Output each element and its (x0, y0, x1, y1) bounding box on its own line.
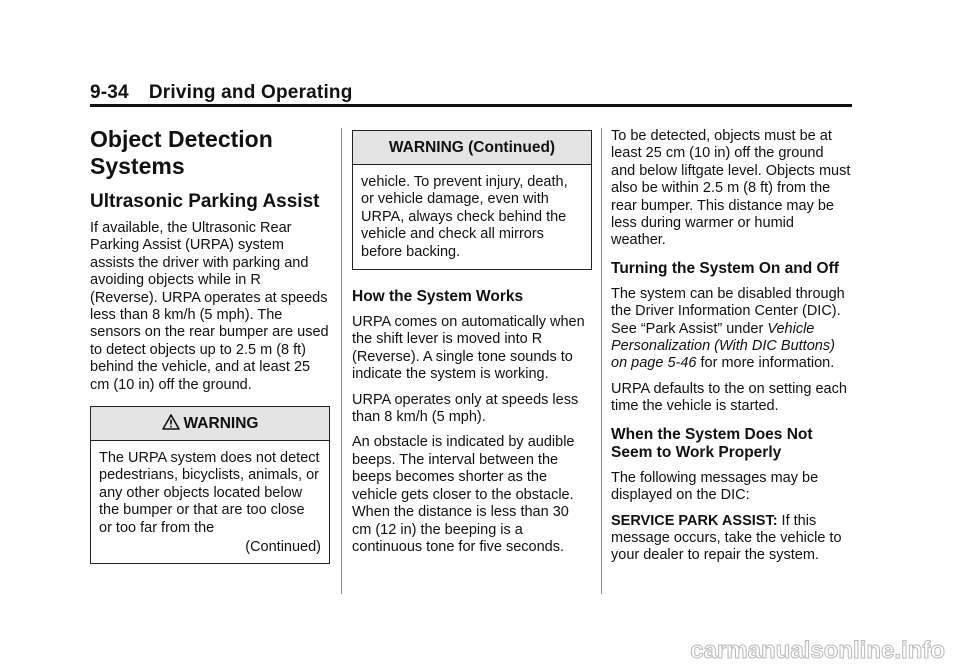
section-heading: Ultrasonic Parking Assist (90, 191, 320, 212)
not-work-heading: When the System Does Not Seem to Work Properly (611, 425, 813, 461)
how-paragraph-2: URPA operates only at speeds less than 8 km/h (5 mph). (352, 391, 579, 426)
turning-paragraph-2: URPA defaults to the on setting each time the vehicle is started. (611, 380, 847, 415)
warning-continued-body (353, 165, 591, 269)
service-text: If this message occurs, take the vehicle to your dealer to repair the system. (611, 512, 842, 564)
watermark (630, 634, 950, 664)
warning-continued-box (352, 130, 592, 270)
how-paragraph-3: An obstacle is indicated by audible beeps. The interval between the beeps becomes shorter as the vehicle gets closer to the obstacle. When the distance is less than 30 cm (12 in) the beeping is a continuous tone for five seconds. (352, 434, 575, 555)
watermark-text: carmanualsonline.info (690, 637, 945, 664)
turning-paragraph-1 (611, 286, 851, 373)
page-number: 9-34 (90, 82, 129, 103)
intro-paragraph: If available, the Ultrasonic Rear Parking Assist (URPA) system assists the driver with parking and avoiding objects while in R (Reverse). URPA operates at speeds less than 8 km/h (5 mph). The sensors on the rear bumper are used to detect objects up to 2.5 m (8 ft) behind the vehicle, and at least 25 cm (10 in) off the ground. (90, 220, 329, 393)
detection-paragraph: To be detected, objects must be at least 25 cm (10 in) off the ground and below liftgate level. Objects must also be within 2.5 m (8 ft) from the rear bumper. This distance may be less during warmer or humid weather. (611, 128, 851, 249)
turning-crossref-link[interactable]: Vehicle Personalization (With DIC Buttons) on page 5-46 (611, 320, 835, 372)
warning-box (90, 406, 330, 563)
warning-title: WARNING (183, 415, 259, 433)
warning-continued-text: vehicle. To prevent injury, death, or vehicle damage, even with URPA, always check behind the vehicle and check all mirrors before backing. (361, 174, 568, 260)
warning-text: The URPA system does not detect pedestrians, bicyclists, animals, or any other objects located below the bumper or that are too close or too far from the (99, 450, 320, 536)
header-rule (90, 104, 852, 107)
section-title: Driving and Operating (148, 82, 353, 103)
warning-header (91, 407, 329, 441)
how-paragraph-1: URPA comes on automatically when the shift lever is moved into R (Reverse). A single tone sounds to indicate the system is working. (352, 314, 585, 383)
column-divider-2 (601, 128, 602, 594)
column-1 (90, 126, 330, 576)
column-2 (352, 130, 592, 564)
page-header (90, 82, 852, 104)
warning-body (91, 441, 329, 562)
turning-heading: Turning the System On and Off (611, 259, 839, 277)
turning-text-a: The system can be disabled through the Driver Information Center (DIC). See “Park Assist” under (611, 285, 845, 337)
not-work-paragraph: The following messages may be displayed on the DIC: (611, 469, 819, 504)
turning-text-b: for more information. (696, 355, 835, 372)
page-title: Object Detection Systems (90, 126, 273, 179)
how-heading: How the System Works (352, 288, 524, 306)
warning-triangle-icon (162, 414, 180, 430)
column-divider-1 (341, 128, 342, 594)
warning-continued-header: WARNING (Continued) (353, 131, 591, 165)
service-paragraph (611, 513, 851, 565)
service-label: SERVICE PARK ASSIST: (611, 512, 778, 529)
column-3 (611, 128, 851, 573)
header-text (90, 82, 852, 104)
continued-label: (Continued) (245, 539, 321, 556)
